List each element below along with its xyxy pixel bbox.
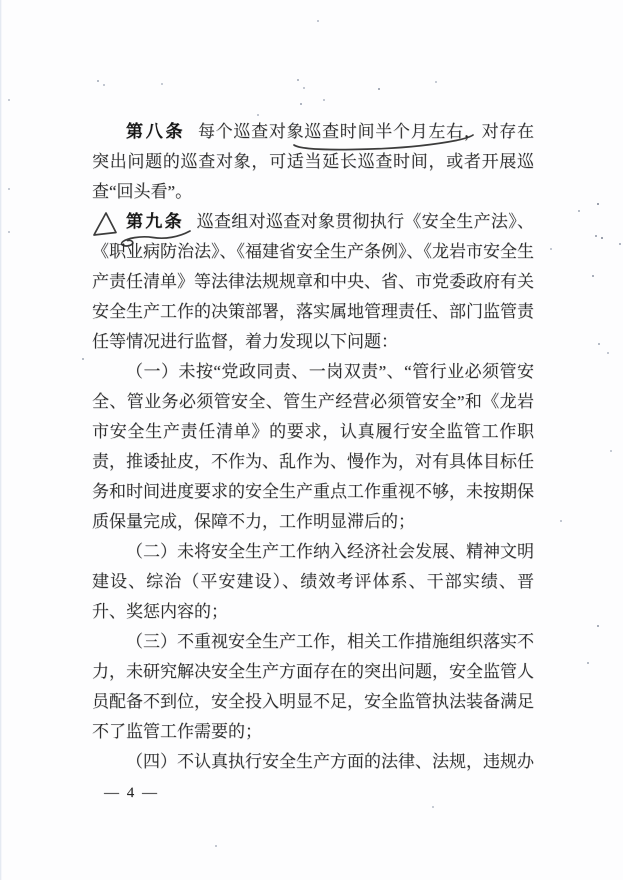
article-9-text: 巡查组对巡查对象贯彻执行《安全生产法》、《职业病防治法》、《福建省安全生产条例》、《龙岩市安全生产责任清单》等法律法规规章和中央、省、市党委政府有关安全生产工作的决策部署，落实属地管理责任、部门监管责任等情况进行监督，着力发现以下问题：	[92, 212, 535, 351]
list-item-2-text: （二）未将安全生产工作纳入经济社会发展、精神文明建设、综治（平安建设）、绩效考评体系、干部实绩、晋升、奖惩内容的；	[92, 542, 534, 621]
document-body	[92, 117, 534, 777]
list-item-1	[92, 357, 534, 537]
article-9-heading: 第九条	[126, 212, 184, 231]
list-item-2	[92, 537, 534, 627]
article-9-heading-wrap	[126, 212, 197, 231]
paragraph-article-8	[92, 117, 534, 207]
underlined-phrase	[340, 122, 464, 141]
article-8-text-pre: 每个巡查对象巡查	[197, 122, 340, 141]
paragraph-article-9	[92, 207, 534, 357]
handwritten-underline-mark	[292, 134, 475, 151]
list-item-4	[92, 747, 534, 777]
page-number: — 4 —	[104, 785, 159, 801]
list-item-4-text: （四）不认真执行安全生产方面的法律、法规，违规办	[126, 752, 534, 771]
list-item-1-text: （一）未按“党政同责、一岗双责”、“管行业必须管安全、管业务必须管安全、管生产经营必须管安全”和《龙岩市安全生产责任清单》的要求，认真履行安全监管工作职责，推诿扯皮，不作为、乱作为、慢作为，对有具体目标任务和时间进度要求的安全生产重点工作重视不够，未按期保质保量完成，保障不力，工作明显滞后的；	[92, 362, 534, 531]
handwritten-swoosh-underline	[117, 229, 193, 247]
scan-noise-specks	[0, 0, 2, 2]
article-8-heading: 第八条	[126, 122, 186, 141]
handwritten-triangle-mark	[91, 211, 118, 237]
underlined-phrase-text: 时间半个月左右	[339, 122, 464, 141]
article-8-text-post: ，对存在突出问题的巡查对象，可适当延长巡查时间，或者开展巡查“回头看”。	[92, 122, 535, 201]
list-item-3-text: （三）不重视安全生产工作，相关工作措施组织落实不力，未研究解决安全生产方面存在的突出问题，安全监管人员配备不到位，安全投入明显不足，安全监管执法装备满足不了监管工作需要的；	[92, 632, 534, 741]
list-item-3	[92, 627, 534, 747]
